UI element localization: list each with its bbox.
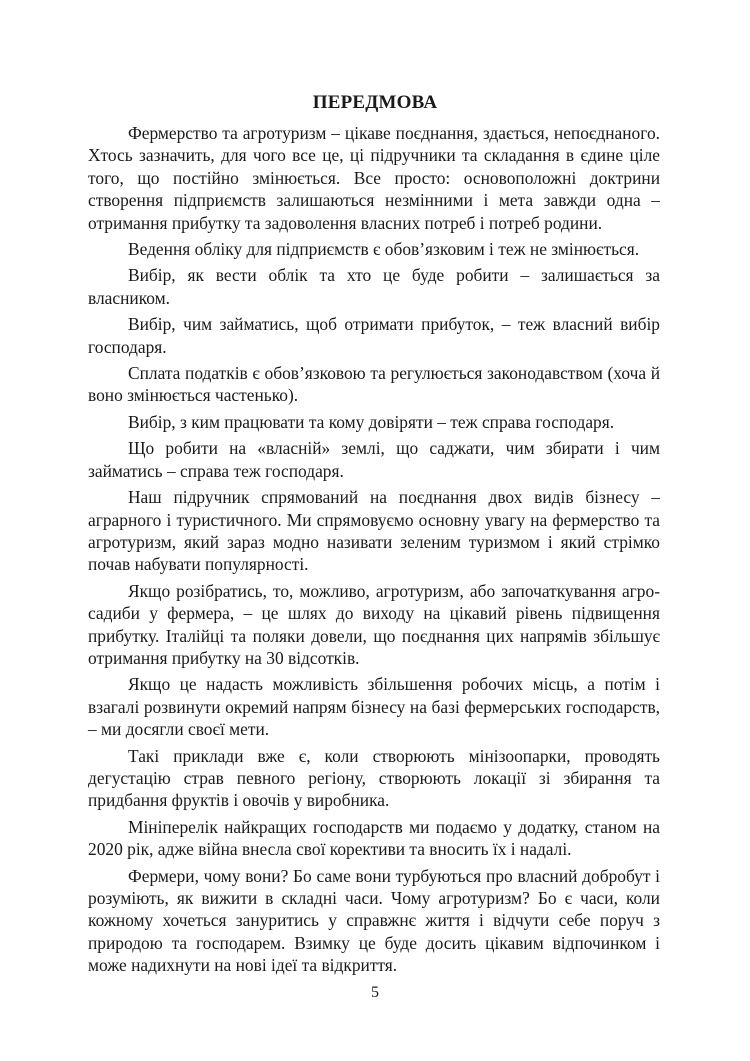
paragraph-9: Якщо розібратись, то, можливо, агротуризм, або започаткування агро-садиби у фермера, – це шлях до виходу на цікавий рівень підвищення прибутку. Італійці та поляки довели, що поєднання цих напрямів збільшує отримання прибутку на 30 відсотків. (88, 580, 660, 668)
paragraph-13: Фермери, чому вони? Бо саме вони турбуються про власний добробут і розуміють, як вижити в складні часи. Чому агротуризм? Бо є часи, коли кожному хочеться зануритись у справжнє життя і відчути себе поруч з природою та господарем. Взимку це буде досить цікавим відпочинком і може надихнути на нові ідеї та відкриття. (88, 865, 660, 976)
paragraph-8: Наш підручник спрямований на поєднання двох видів бізнесу – аграрного і туристичного. Ми спрямовуємо основну увагу на фермерство та агротуризм, який зараз модно називати зеленим туризмом і який стрімко почав набувати популярності. (88, 487, 660, 575)
paragraph-10: Якщо це надасть можливість збільшення робочих місць, а потім і взагалі розвинути окремий напрям бізнесу на базі фермерських господарств, – ми досягли своєї мети. (88, 674, 660, 740)
preface-body (88, 122, 660, 981)
paragraph-2: Ведення обліку для підприємств є обов’язковим і теж не змінюється. (128, 239, 640, 260)
paragraph-5: Сплата податків є обов’язковою та регулюється законодавством (хоча й воно змінюється частенько). (88, 363, 660, 406)
page-title: ПЕРЕДМОВА (312, 92, 438, 113)
paragraph-6: Вибір, з ким працювати та кому довіряти – теж справа господаря. (128, 411, 615, 432)
paragraph-11: Такі приклади вже є, коли створюють мінізоопарки, проводять дегустацію страв певного регіону, створюють локації зі збирання та придбання фруктів і овочів у виробника. (88, 745, 660, 811)
paragraph-7: Що робити на «власній» землі, що саджати, чим збирати і чим займатись – справа теж господаря. (88, 438, 660, 481)
paragraph-3: Вибір, як вести облік та хто це буде робити – залишається за власником. (88, 265, 660, 308)
paragraph-4: Вибір, чим займатись, щоб отримати прибуток, – теж власний вибір господаря. (88, 314, 660, 357)
paragraph-12: Мініперелік найкращих господарств ми подаємо у додатку, станом на 2020 рік, адже війна внесла свої корективи та вносить їх і надалі. (88, 816, 660, 860)
paragraph-1: Фермерство та агротуризм – цікаве поєднання, здається, непоєднаного. Хтось зазначить, для чого все це, ці підручники та складання в єдине ціле того, що постійно змінюється. Все просто: основоположні доктрини створення підприємств залишаються незмінними і мета завжди одна – отримання прибутку та задоволення власних потреб і потреб родини. (88, 123, 660, 233)
page-number: 5 (371, 984, 379, 1001)
